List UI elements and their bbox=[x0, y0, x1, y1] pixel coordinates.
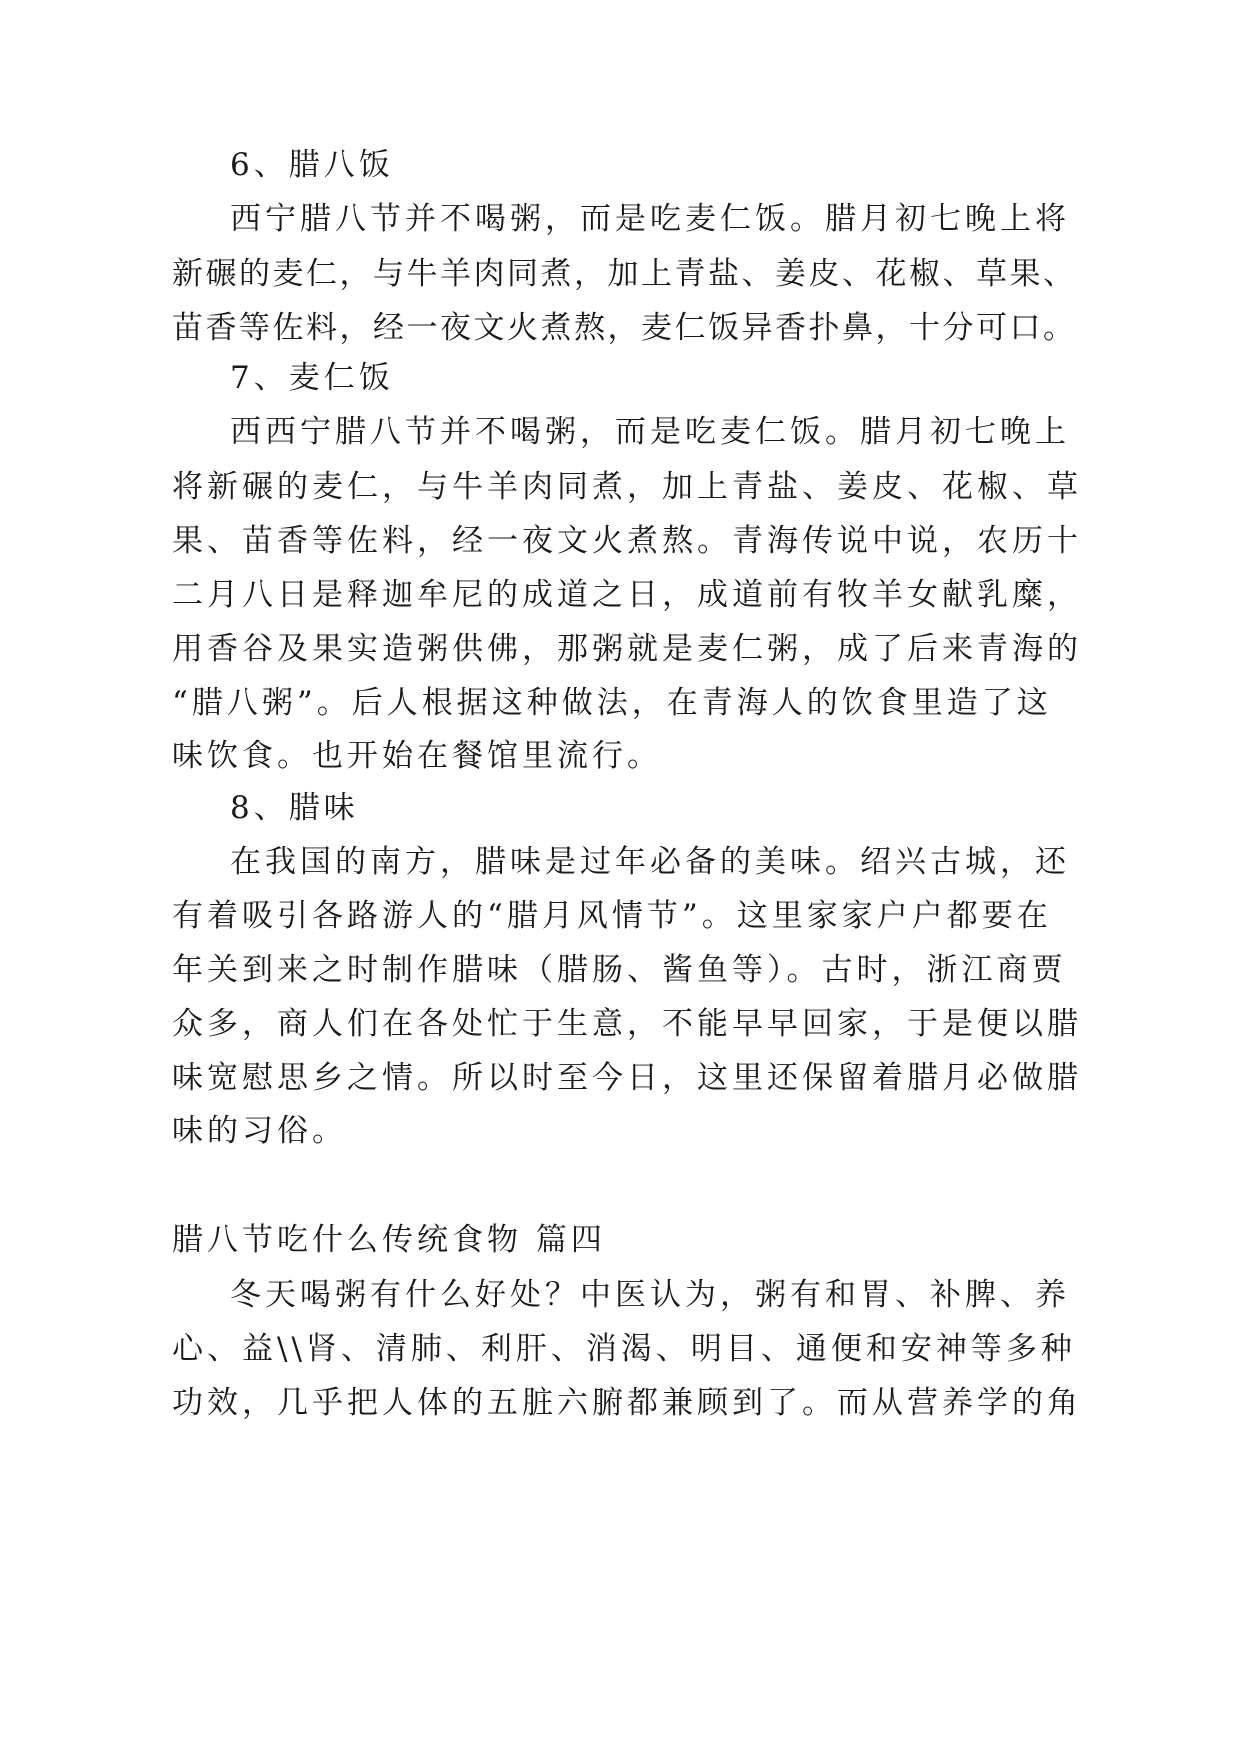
section-heading: 7、麦仁饭 bbox=[230, 360, 394, 396]
paragraph-line: 将新碾的麦仁，与牛羊肉同煮，加上青盐、姜皮、花椒、草 bbox=[172, 469, 1082, 505]
paragraph-line: 二月八日是释迦牟尼的成道之日，成道前有牧羊女献乳糜， bbox=[172, 577, 1082, 613]
paragraph-line: 众多，商人们在各处忙于生意，不能早早回家，于是便以腊 bbox=[172, 1006, 1082, 1042]
paragraph-line: 西宁腊八节并不喝粥，而是吃麦仁饭。腊月初七晚上将 bbox=[230, 201, 1070, 237]
paragraph-line: 新碾的麦仁，与牛羊肉同煮，加上青盐、姜皮、花椒、草果、 bbox=[172, 256, 1077, 292]
paragraph-line: 心、益\\肾、清肺、利肝、消渴、明目、通便和安神等多种 bbox=[172, 1331, 1076, 1367]
paragraph-line: 西西宁腊八节并不喝粥，而是吃麦仁饭。腊月初七晚上 bbox=[230, 414, 1070, 450]
paragraph-line: 有着吸引各路游人的“腊月风情节”。这里家家户户都要在 bbox=[172, 898, 1052, 934]
chapter-title: 腊八节吃什么传统食物 篇四 bbox=[172, 1222, 606, 1258]
section-heading: 8、腊味 bbox=[230, 790, 359, 826]
paragraph-line: 果、苗香等佐料，经一夜文火煮熬。青海传说中说，农历十 bbox=[172, 523, 1082, 559]
paragraph-line: 用香谷及果实造粥供佛，那粥就是麦仁粥，成了后来青海的 bbox=[172, 631, 1082, 667]
paragraph-line: 苗香等佐料，经一夜文火煮熬，麦仁饭异香扑鼻，十分可口。 bbox=[172, 310, 1077, 346]
paragraph-line: 味宽慰思乡之情。所以时至今日，这里还保留着腊月必做腊 bbox=[172, 1060, 1082, 1096]
section-heading: 6、腊八饭 bbox=[230, 147, 394, 183]
paragraph-line: 功效，几乎把人体的五脏六腑都兼顾到了。而从营养学的角 bbox=[172, 1385, 1082, 1421]
paragraph-line: 味的习俗。 bbox=[172, 1113, 347, 1149]
paragraph-line: 年关到来之时制作腊味（腊肠、酱鱼等）。古时，浙江商贾 bbox=[172, 952, 1067, 988]
paragraph-line: “腊八粥”。后人根据这种做法，在青海人的饮食里造了这 bbox=[172, 685, 1052, 721]
paragraph-line: 味饮食。也开始在餐馆里流行。 bbox=[172, 738, 662, 774]
paragraph-line: 在我国的南方，腊味是过年必备的美味。绍兴古城，还 bbox=[230, 844, 1070, 880]
paragraph-line: 冬天喝粥有什么好处？中医认为，粥有和胃、补脾、养 bbox=[230, 1277, 1070, 1313]
